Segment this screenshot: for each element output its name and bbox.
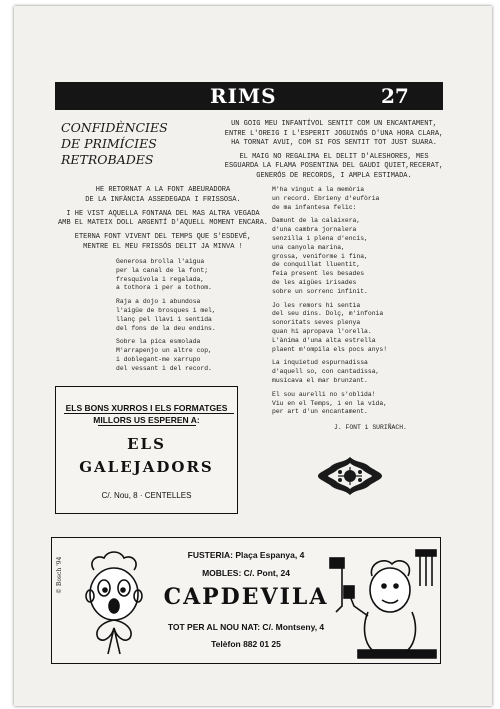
ad-tagline: MILLORS US ESPEREN A: xyxy=(93,415,200,425)
poem-title-line: CONFIDÈNCIES xyxy=(61,120,168,135)
poem-line: grossa, veniforme i fina, xyxy=(272,252,368,260)
poem-line: de ma infantesa felic: xyxy=(272,203,357,211)
poem-line: Raja a dojo i abundosa xyxy=(116,298,201,306)
text-line: HA TORNAT AVUI, COM SI FOS SENTIT TOT JUST SUARA. xyxy=(231,139,437,147)
lead-paragraph xyxy=(56,233,270,253)
poem-line: quan hi apropava l'orella. xyxy=(272,327,372,335)
text-line: EL MAIG NO REGALIMA EL DELIT D'ALESHORES, MES xyxy=(239,152,429,161)
ad-baby-store-address: TOT PER AL NOU NAT: C/. Montseny, 4 xyxy=(167,622,325,632)
poem-line: El sou aurelli no s'oblida! xyxy=(272,390,376,398)
poem-line: sobre un sorrenc infinit. xyxy=(272,287,368,295)
poem-stanza xyxy=(272,302,447,355)
text-line: GENERÓS DE RECORDS, I AMPLA ESTIMADA. xyxy=(256,171,412,180)
poem-line: senzilla i plena d'encís, xyxy=(272,234,368,242)
poem-line: d'aquell so, con cantadissa, xyxy=(272,368,380,376)
lead-text xyxy=(56,186,270,257)
poem-title xyxy=(61,120,191,168)
text-line: I HE VIST AQUELLA FONTANA DEL MAS ALTRA VEGADA xyxy=(66,209,260,218)
intro-text xyxy=(214,120,454,185)
poem-line: plaent m'ompila els pocs anys! xyxy=(272,345,388,353)
poem-line: del vessant i del record. xyxy=(116,364,212,372)
ad-business-name: CAPDEVILA xyxy=(163,584,329,610)
poem-line: un record. Ebrieny d'eufòria xyxy=(272,194,380,202)
text-line: AMB EL MATEIX DOLL ARGENTÍ D'AQUELL MOMENT ENCARA. xyxy=(57,219,269,228)
text-line: DE LA INFÀNCIA ASSEDEGADA I FRISSOSA. xyxy=(85,195,241,204)
text-line: HE RETORNAT A LA FONT ABEURADORA xyxy=(95,186,231,194)
poem-line: fresquívola i regalada, xyxy=(116,275,205,283)
text-line: ETERNA FONT VIVENT DEL TEMPS QUE S'ESDEVÉ, xyxy=(74,233,252,242)
poem-line: Jo les remors hi sentia xyxy=(272,301,361,309)
poem-line: Generosa brolla l'aigua xyxy=(116,258,205,265)
poem-line: del seu dins. Dolç, m'infonia xyxy=(272,310,384,318)
text-line: ESGUARDA LA FLAMA POSENTINA DEL GAUDI QUIET,RECERAT, xyxy=(224,162,444,170)
ornament-icon xyxy=(316,455,384,497)
carpenter-cartoon-icon xyxy=(328,546,440,662)
poem-line: a tothora i per a tothom. xyxy=(116,284,212,292)
poem-stanza xyxy=(116,298,266,333)
poem-left-column xyxy=(116,258,266,379)
poem-line: d'una cambra jornalera xyxy=(272,226,357,234)
text-line: MENTRE EL MEU FRISSÓS DELIT JA MINVA ! xyxy=(83,242,243,251)
poem-line: Viu en el Temps, i en la vida, xyxy=(272,399,388,407)
poem-line: M'arrapenjo un altre cop, xyxy=(116,347,212,355)
poem-stanza xyxy=(272,186,447,212)
page-number: 27 xyxy=(381,84,409,108)
text-line: ENTRE L'OREIG I L'ESPERIT JOGUINÓS D'UNA HORA CLARA, xyxy=(224,129,444,138)
poem-line: una canyola marina, xyxy=(272,243,345,251)
poem-stanza xyxy=(116,258,266,293)
poem-line: feia present les besades xyxy=(272,270,365,278)
poem-stanza xyxy=(272,359,447,385)
poem-stanza xyxy=(116,338,266,373)
poem-line: Sobre la pica esmolada xyxy=(116,338,201,346)
ad-tagline: ELS BONS XURROS I ELS FORMATGES xyxy=(65,403,228,413)
poem-line: de les aigües irisades xyxy=(272,278,357,286)
poem-title-line: DE PRIMÍCIES xyxy=(61,136,157,151)
ad-name-prefix: ELS xyxy=(127,435,166,453)
capdevila-ad xyxy=(51,537,441,664)
underline-rule xyxy=(98,425,196,426)
lead-paragraph xyxy=(56,210,270,230)
poem-title-line: RETROBADES xyxy=(61,152,154,167)
poem-line: per art d'un encantament. xyxy=(272,408,368,416)
poem-line: l'aigüe de brosques i mel, xyxy=(116,306,216,314)
galejadors-ad xyxy=(55,386,238,514)
poem-stanza xyxy=(272,391,447,417)
ad-phone: Telèfon 882 01 25 xyxy=(211,639,281,649)
poem-line: musicava el mar brunzant. xyxy=(272,376,368,384)
ad-address: C/. Nou, 8 · CENTELLES xyxy=(101,491,192,500)
ad-furniture-address: MOBLES: C/. Pont, 24 xyxy=(202,568,290,578)
poem-stanza xyxy=(272,217,447,296)
poem-line: La inquietud espurnadissa xyxy=(272,359,368,367)
poem-line: per la canal de la font; xyxy=(116,266,209,274)
intro-paragraph xyxy=(214,153,454,182)
poem-line: de conquillat lluentit, xyxy=(272,261,361,269)
ad-carpentry-address: FUSTERIA: Plaça Espanya, 4 xyxy=(187,550,305,560)
section-header-title: RIMS xyxy=(210,84,277,108)
poem-line: del fons de la deu endins. xyxy=(116,324,216,332)
underline-rule xyxy=(64,413,234,414)
poem-right-column xyxy=(272,186,447,422)
poem-line: L'ànima d'una alta estrella xyxy=(272,336,376,344)
ad-business-name: GALEJADORS xyxy=(79,458,214,476)
poem-line: sonoritats seves plenya xyxy=(272,319,361,327)
author-signature: J. FONT i SURIÑACH. xyxy=(334,424,407,431)
lead-paragraph xyxy=(56,186,270,206)
poem-line: M'ha vingut a la memòria xyxy=(272,186,365,193)
poem-line: Damunt de la calaixera, xyxy=(272,217,361,225)
intro-paragraph xyxy=(214,120,454,149)
artist-signature: © Bosch '94 xyxy=(56,556,63,594)
poem-line: llanç pel llavi i sentida xyxy=(116,315,212,323)
poem-line: i doblegant-me xarrupo xyxy=(116,355,201,363)
text-line: UN GOIG MEU INFANTÍVOL SENTIT COM UN ENCANTAMENT, xyxy=(231,120,437,128)
